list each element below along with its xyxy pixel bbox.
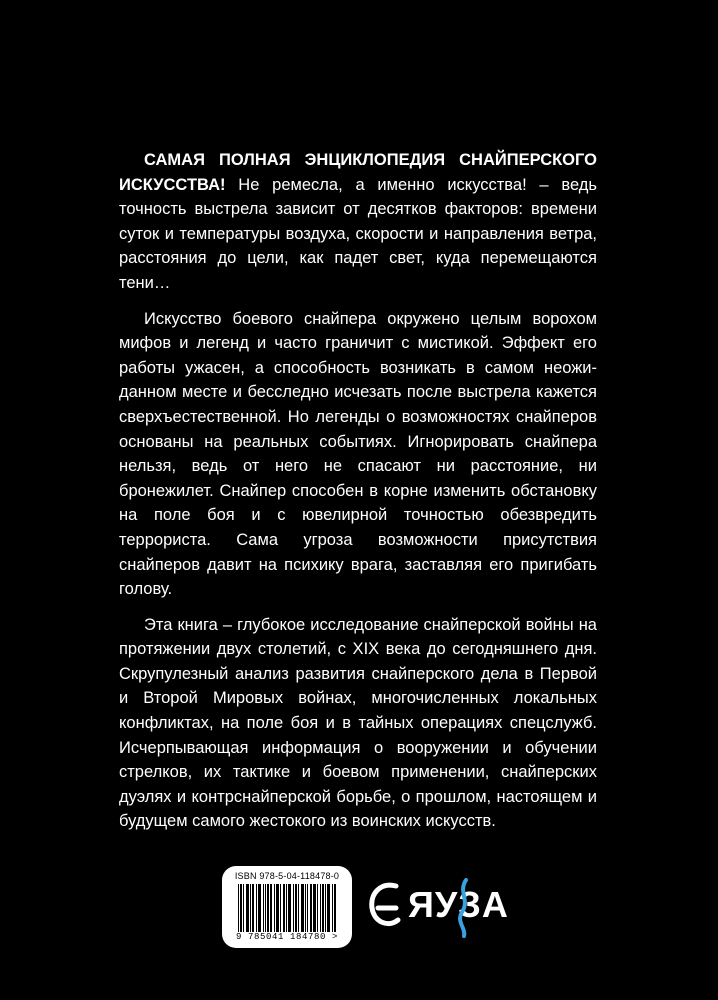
barcode-bar bbox=[322, 884, 323, 932]
barcode-bar bbox=[313, 884, 314, 932]
barcode-bar bbox=[310, 884, 311, 932]
barcode-bar bbox=[260, 884, 261, 932]
barcode-bar bbox=[325, 884, 326, 932]
barcode-bar bbox=[293, 884, 294, 932]
barcode-bar bbox=[263, 884, 264, 932]
publisher-logo bbox=[366, 872, 509, 944]
barcode-bar bbox=[289, 884, 290, 932]
lead-headline: САМАЯ ПОЛНАЯ ЭНЦИКЛОПЕДИЯ СНАЙПЕРСКОГО ИСКУССТВА! bbox=[119, 151, 597, 194]
barcode-bar bbox=[296, 884, 297, 932]
barcode-bar bbox=[320, 884, 321, 932]
barcode-bar bbox=[253, 884, 254, 932]
barcode-bars bbox=[238, 884, 336, 932]
barcode-bar bbox=[238, 884, 239, 932]
barcode-box bbox=[222, 866, 352, 948]
barcode-bar bbox=[332, 884, 333, 932]
barcode-bar bbox=[317, 884, 318, 932]
barcode-bar bbox=[305, 884, 306, 932]
barcode-bar bbox=[241, 884, 242, 932]
paragraph-3: Эта книга – глубокое исследование снайперской войны на протяжении двух столетий, с XIX века до сегодняшнего дня. Скрупулезный анализ развития снайперского дела в Первой и Второй Мировых войнах, многочисленных локальных конфликтах, на поле боя и в тайных операциях спецслужб. Исчерпывающая информация о вооружении и обучении стрелков, их тактике и боевом применении, снайперских дуэлях и контрснайперской борьбе, о прошлом, настоящем и будущем самого жестокого из воинских искусств. bbox=[119, 615, 597, 831]
barcode-bar bbox=[334, 884, 335, 932]
barcode-bar bbox=[276, 884, 277, 932]
barcode-bar bbox=[280, 884, 281, 932]
barcode-bar bbox=[265, 884, 266, 932]
publisher-flame-icon bbox=[454, 878, 474, 938]
barcode-bar bbox=[302, 884, 303, 932]
barcode-bar bbox=[268, 884, 269, 932]
barcode-bar bbox=[274, 884, 275, 932]
barcode-bar bbox=[250, 884, 251, 932]
barcode-bar bbox=[307, 884, 308, 932]
barcode-bar bbox=[258, 884, 259, 932]
barcode-digits: 9 785041 184780 > bbox=[235, 932, 338, 942]
barcode-bar bbox=[315, 884, 316, 932]
barcode-bar bbox=[328, 884, 329, 932]
barcode-bar bbox=[295, 884, 296, 932]
paragraph-2: Искусство боевого снайпера окружено целым ворохом мифов и легенд и часто граничит с мистикой. Эффект его работы ужасен, а способность возникать в самом неожиданном месте и бесследно исчезать после выстрела кажется сверхъестественной. Но легенды о возможностях снайперов основаны на реальных событиях. Игнорировать снайпера нельзя, ведь от него не спасают ни расстояние, ни бронежилет. Снайпер способен в корне изменить обстановку на поле боя и с ювелирной точностью обезвредить террориста. Сама угроза возможности присутствия снайперов давит на психику врага, заставляя его пригибать голову. bbox=[119, 309, 597, 599]
paragraph-1 bbox=[119, 148, 597, 296]
barcode-bar bbox=[256, 884, 257, 932]
barcode-bar bbox=[240, 884, 241, 932]
barcode-bar bbox=[314, 884, 315, 932]
barcode-bar bbox=[327, 884, 328, 932]
barcode-bar bbox=[329, 884, 330, 932]
annotation-text bbox=[119, 148, 597, 845]
barcode-bar bbox=[298, 884, 299, 932]
barcode-bar bbox=[243, 884, 244, 932]
barcode-bar bbox=[303, 884, 304, 932]
barcode-bar bbox=[267, 884, 268, 932]
barcode-bar bbox=[248, 884, 249, 932]
barcode-bar bbox=[286, 884, 287, 932]
barcode-bar bbox=[270, 884, 271, 932]
barcode-bar bbox=[301, 884, 302, 932]
barcode-bar bbox=[288, 884, 289, 932]
barcode-bar bbox=[283, 884, 284, 932]
publisher-emblem-icon bbox=[366, 872, 406, 944]
barcode-bar bbox=[284, 884, 285, 932]
barcode-bar bbox=[278, 884, 279, 932]
barcode-bar bbox=[271, 884, 272, 932]
barcode-bar bbox=[311, 884, 312, 932]
isbn-label: ISBN 978-5-04-118478-0 bbox=[234, 871, 340, 881]
barcode-bar bbox=[335, 884, 336, 932]
barcode-bar bbox=[323, 884, 324, 932]
publisher-name: ЯУЗА bbox=[408, 884, 509, 925]
barcode-bar bbox=[259, 884, 260, 932]
barcode-bar bbox=[290, 884, 291, 932]
barcode-bar bbox=[247, 884, 248, 932]
barcode-bar bbox=[252, 884, 253, 932]
barcode-bar bbox=[246, 884, 247, 932]
paragraph-1-rest: Не ремесла, а именно искусства! – ведь точность выстрела зависит от десятков факторов: времени суток и температуры воздуха, скорости и направления ветра, расстояния до цели, как падет свет, куда перемещаются тени… bbox=[119, 175, 597, 292]
barcode-bar bbox=[277, 884, 278, 932]
